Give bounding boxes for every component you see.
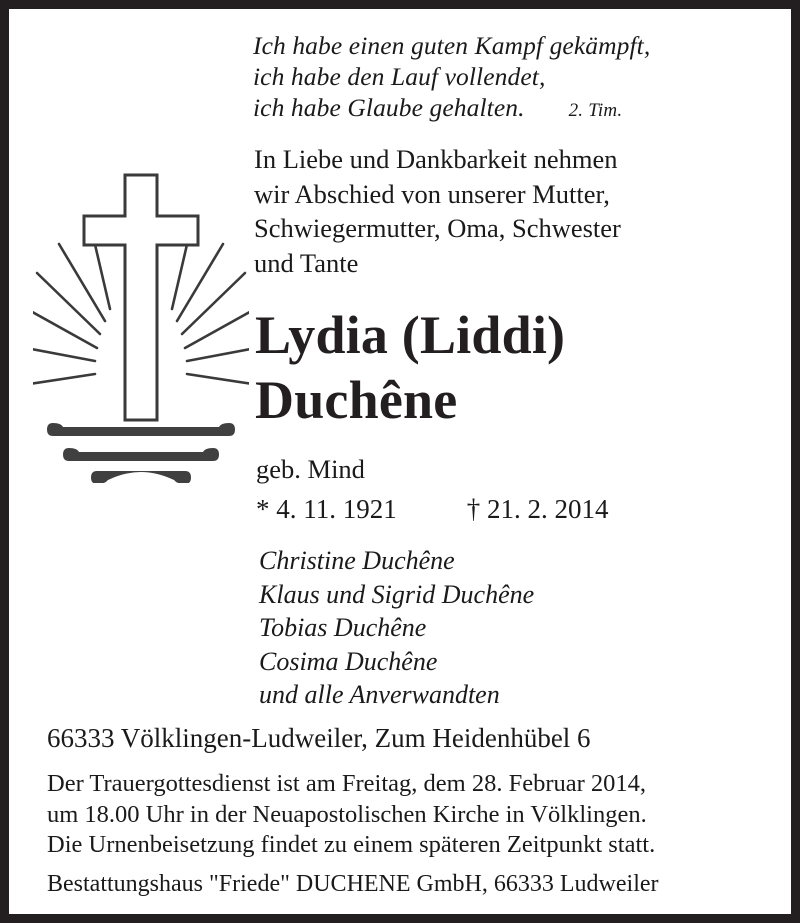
verse-line-3-text: ich habe Glaube gehalten. [253, 93, 525, 122]
survivor-line-5: und alle Anverwandten [259, 680, 500, 709]
maiden-name: geb. Mind [256, 454, 365, 484]
death-date [397, 494, 609, 524]
notice-inner [9, 9, 791, 914]
death-date-value: 21. 2. 2014 [487, 494, 609, 524]
verse-line-3 [253, 92, 773, 126]
service-details [47, 769, 777, 861]
deceased-name [255, 303, 791, 433]
cross-icon [84, 175, 198, 420]
scripture-verse [253, 30, 773, 126]
verse-line-2: ich habe den Lauf vollendet, [253, 62, 546, 91]
service-line-3: Die Urnenbeisetzung findet zu einem späteren Zeitpunkt statt. [47, 831, 656, 858]
intro-line-2: wir Abschied von unserer Mutter, [254, 178, 610, 209]
survivor-line-1: Christine Duchêne [259, 546, 455, 575]
service-line-1: Der Trauergottesdienst ist am Freitag, dem 28. Februar 2014, [47, 770, 647, 797]
survivors-list [259, 544, 779, 712]
service-line-2: um 18.00 Uhr in der Neuapostolischen Kirche in Völklingen. [47, 800, 647, 828]
survivor-line-3: Tobias Duchêne [259, 613, 427, 642]
funeral-home-credit: Bestattungshaus "Friede" DUCHENE GmbH, 66333 Ludweiler [47, 871, 659, 897]
survivor-line-4: Cosima Duchêne [259, 646, 438, 676]
birth-date [256, 494, 397, 524]
intro-line-1: In Liebe und Dankbarkeit nehmen [254, 144, 618, 174]
verse-line-1: Ich habe einen guten Kampf gekämpft, [253, 31, 651, 60]
deceased-name-line-2: Duchêne [255, 370, 458, 430]
intro-line-3: Schwiegermutter, Oma, Schwester [254, 213, 621, 243]
family-address: 66333 Völklingen-Ludweiler, Zum Heidenhübel 6 [47, 723, 591, 753]
emblem-bars-icon [47, 423, 235, 483]
verse-attribution: 2. Tim. [568, 100, 623, 121]
church-emblem [33, 161, 249, 483]
intro-paragraph [254, 142, 774, 280]
birth-symbol-icon: * [256, 494, 270, 524]
life-dates [256, 493, 776, 526]
survivor-line-2: Klaus und Sigrid Duchêne [259, 579, 535, 609]
death-cross-icon: † [466, 494, 481, 524]
intro-line-4: und Tante [254, 247, 359, 278]
deceased-name-line-1: Lydia (Liddi) [255, 305, 566, 365]
birth-date-value: 4. 11. 1921 [276, 494, 397, 524]
